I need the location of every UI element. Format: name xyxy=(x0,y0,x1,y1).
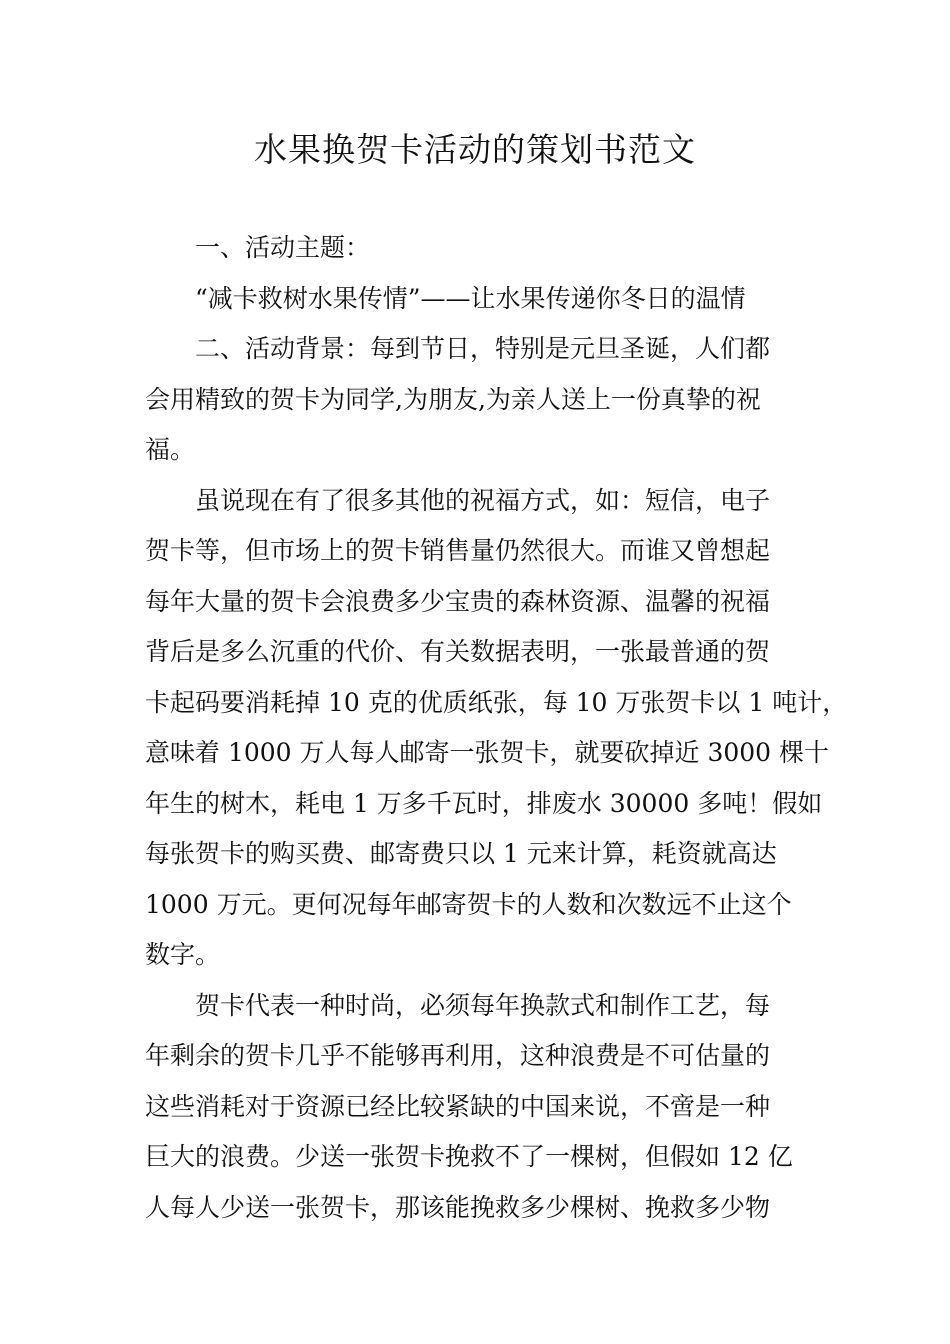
text-line: 贺卡等，但市场上的贺卡销售量仍然很大。而谁又曾想起 xyxy=(145,536,771,565)
text-line: “减卡救树水果传情”——让水果传递你冬日的温情 xyxy=(195,283,746,313)
text-line: 背后是多么沉重的代价、有关数据表明，一张最普通的贺 xyxy=(145,637,771,666)
section-background xyxy=(145,324,810,476)
text-line: 贺卡代表一种时尚，必须每年换款式和制作工艺，每 xyxy=(195,990,771,1020)
text-line: 每张贺卡的购买费、邮寄费只以 1 元来计算，耗资就高达 xyxy=(145,839,777,868)
paragraph-fashion xyxy=(145,981,810,1234)
text-line: 巨大的浪费。少送一张贺卡挽救不了一棵树，但假如 12 亿 xyxy=(145,1142,793,1171)
text-line: 二、活动背景：每到节日，特别是元旦圣诞，人们都 xyxy=(195,334,771,363)
text-line: 会用精致的贺卡为同学,为朋友,为亲人送上一份真挚的祝 xyxy=(145,384,761,414)
section-theme-heading xyxy=(145,223,810,274)
text-line: 虽说现在有了很多其他的祝福方式，如：短信，电子 xyxy=(195,485,771,515)
text-line: 这些消耗对于资源已经比较紧缺的中国来说，不啻是一种 xyxy=(145,1091,771,1121)
document-title: 水果换贺卡活动的策划书范文 xyxy=(254,130,696,169)
section-theme-text xyxy=(145,274,810,325)
text-line: 意味着 1000 万人每人邮寄一张贺卡，就要砍掉近 3000 棵十 xyxy=(145,738,830,767)
paragraph-data xyxy=(145,476,848,981)
text-line: 福。 xyxy=(145,435,196,464)
text-line: 1000 万元。更何况每年邮寄贺卡的人数和次数远不止这个 xyxy=(145,889,792,919)
text-line: 一、活动主题： xyxy=(195,233,371,262)
text-line: 卡起码要消耗掉 10 克的优质纸张，每 10 万张贺卡以 1 吨计， xyxy=(145,687,848,717)
document-body xyxy=(145,223,848,1233)
text-line: 数字。 xyxy=(145,940,221,969)
text-line: 每年大量的贺卡会浪费多少宝贵的森林资源、温馨的祝福 xyxy=(145,586,771,616)
text-line: 年生的树木，耗电 1 万多千瓦时，排废水 30000 多吨！假如 xyxy=(145,788,823,818)
text-line: 人每人少送一张贺卡，那该能挽救多少棵树、挽救多少物 xyxy=(145,1192,771,1222)
text-line: 年剩余的贺卡几乎不能够再利用，这种浪费是不可估量的 xyxy=(145,1041,771,1070)
